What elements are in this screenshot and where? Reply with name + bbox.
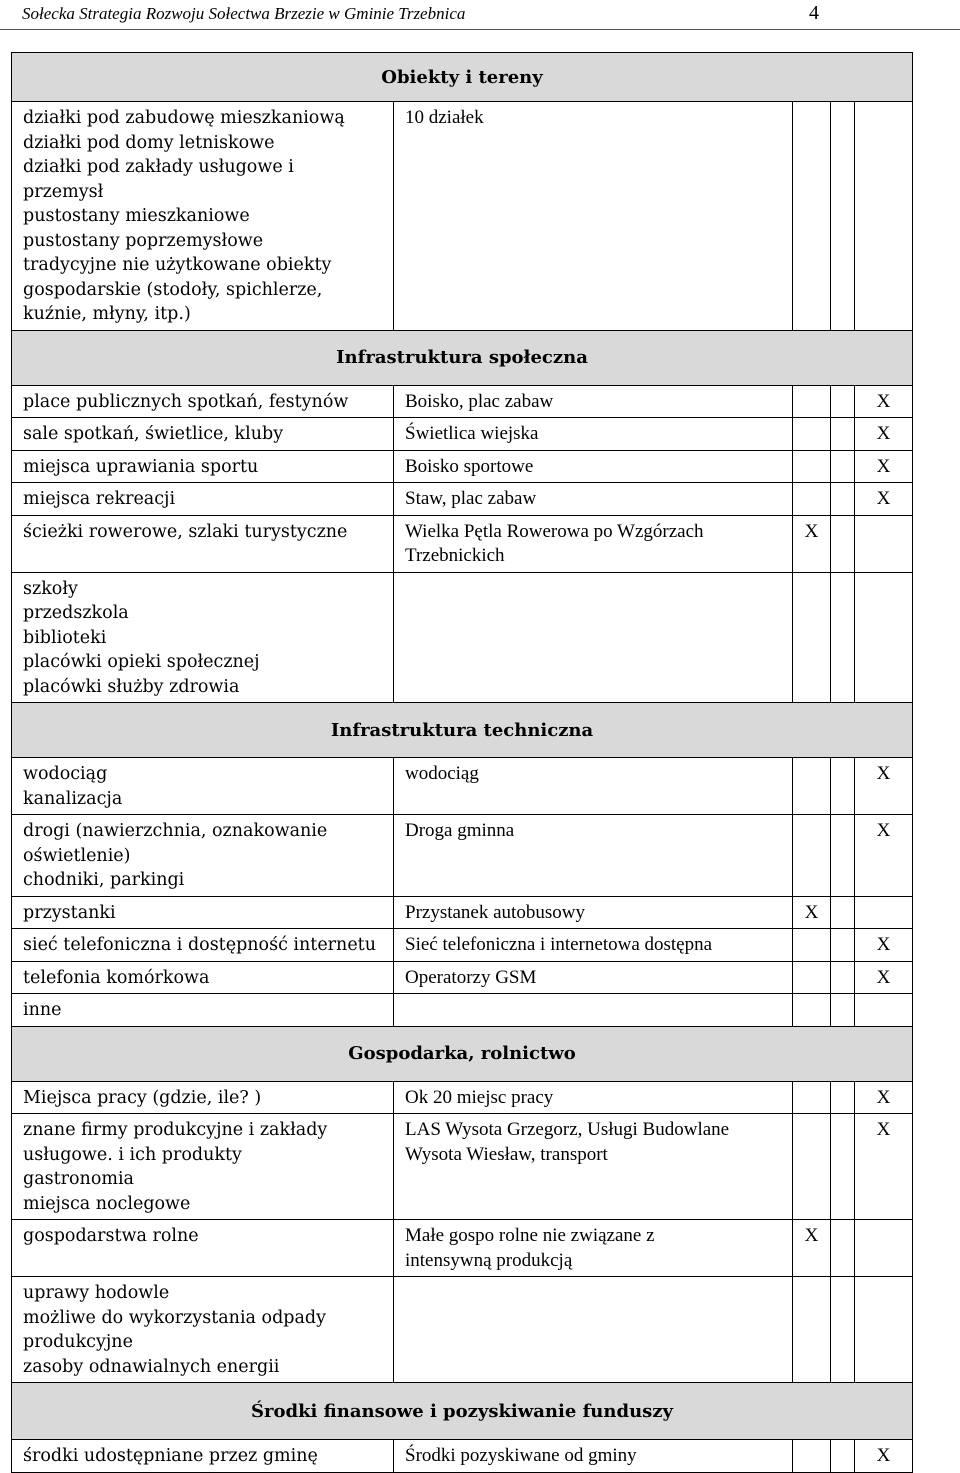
description-cell — [394, 1114, 793, 1220]
section-header-row — [12, 1026, 913, 1081]
table-row — [12, 418, 913, 451]
criterion-line: działki pod domy letniskowe — [23, 132, 275, 153]
criterion-cell — [12, 1440, 394, 1473]
criterion-line: usługowe. i ich produkty — [23, 1144, 242, 1165]
description-cell — [394, 929, 793, 962]
description-cell — [394, 483, 793, 516]
mark-cell — [831, 483, 855, 516]
description-cell — [394, 961, 793, 994]
table-row — [12, 1220, 913, 1277]
description-line: wodociąg — [405, 763, 479, 784]
mark-cell — [793, 1114, 831, 1220]
criterion-cell — [12, 572, 394, 703]
page-number: 4 — [809, 2, 819, 24]
mark-cell — [793, 961, 831, 994]
criterion-cell — [12, 1114, 394, 1220]
description-cell — [394, 515, 793, 572]
page-header — [0, 0, 960, 30]
criterion-cell — [12, 385, 394, 418]
section-header-row — [12, 1383, 913, 1440]
criterion-cell — [12, 994, 394, 1027]
criterion-line: środki udostępniane przez gminę — [23, 1446, 318, 1466]
mark-cell: X — [793, 896, 831, 929]
description-cell — [394, 758, 793, 815]
description-line: Boisko sportowe — [405, 455, 534, 477]
mark-cell — [793, 450, 831, 483]
mark-cell — [831, 1081, 855, 1114]
table-row — [12, 994, 913, 1027]
criterion-cell — [12, 815, 394, 897]
assessment-table — [11, 52, 913, 1473]
criterion-cell — [12, 450, 394, 483]
criterion-line: sieć telefoniczna i dostępność internetu — [23, 935, 376, 955]
table-row — [12, 385, 913, 418]
criterion-line: przystanki — [23, 902, 116, 923]
section-title: Obiekty i tereny — [12, 53, 913, 102]
table-row — [12, 815, 913, 897]
criterion-line: inne — [23, 1000, 62, 1020]
description-line: Wysota Wiesław, transport — [405, 1143, 608, 1165]
description-cell — [394, 385, 793, 418]
criterion-cell — [12, 1277, 394, 1383]
section-header-row — [12, 330, 913, 385]
criterion-line: gospodarstwa rolne — [23, 1226, 199, 1246]
mark-cell — [793, 994, 831, 1027]
mark-cell — [831, 1277, 855, 1383]
section-title: Infrastruktura techniczna — [12, 703, 913, 758]
criterion-line: produkcyjne — [23, 1332, 133, 1352]
table-row — [12, 515, 913, 572]
description-cell — [394, 815, 793, 897]
criterion-cell — [12, 102, 394, 331]
description-line: Trzebnickich — [405, 545, 505, 566]
criterion-line: znane firmy produkcyjne i zakłady — [23, 1120, 328, 1140]
mark-cell — [831, 994, 855, 1027]
criterion-line: gospodarskie (stodoły, spichlerze, — [23, 279, 323, 300]
description-cell — [394, 994, 793, 1027]
mark-cell — [855, 102, 913, 331]
description-line: LAS Wysota Grzegorz, Usługi Budowlane — [405, 1119, 730, 1140]
criterion-line: telefonia komórkowa — [23, 967, 210, 988]
header-divider — [0, 29, 960, 30]
description-line: intensywną produkcją — [405, 1249, 573, 1271]
mark-cell — [855, 994, 913, 1027]
section-title: Infrastruktura społeczna — [12, 330, 913, 385]
mark-cell: X — [855, 1114, 913, 1220]
mark-cell — [831, 102, 855, 331]
table-row — [12, 961, 913, 994]
mark-cell: X — [855, 758, 913, 815]
mark-cell — [793, 102, 831, 331]
mark-cell — [831, 929, 855, 962]
document-title: Sołecka Strategia Rozwoju Sołectwa Brzezie w Gminie Trzebnica — [22, 4, 466, 23]
mark-cell — [831, 572, 855, 703]
mark-cell: X — [793, 515, 831, 572]
mark-cell — [855, 1277, 913, 1383]
criterion-line: wodociąg — [23, 764, 108, 784]
section-header-row — [12, 703, 913, 758]
description-cell — [394, 896, 793, 929]
mark-cell — [793, 758, 831, 815]
mark-cell — [793, 1277, 831, 1383]
table-row — [12, 572, 913, 703]
mark-cell: X — [855, 418, 913, 451]
criterion-cell — [12, 1220, 394, 1277]
criterion-line: tradycyjne nie użytkowane obiekty — [23, 255, 332, 275]
description-cell — [394, 102, 793, 331]
table-row — [12, 450, 913, 483]
table-row — [12, 1114, 913, 1220]
criterion-line: ścieżki rowerowe, szlaki turystyczne — [23, 521, 348, 542]
description-line: Sieć telefoniczna i internetowa dostępna — [405, 934, 713, 955]
mark-cell — [793, 385, 831, 418]
criterion-line: gastronomia — [23, 1169, 134, 1189]
criterion-line: placówki służby zdrowia — [23, 676, 240, 697]
mark-cell — [831, 385, 855, 418]
description-line: 10 działek — [405, 107, 484, 128]
criterion-cell — [12, 758, 394, 815]
table-row — [12, 929, 913, 962]
criterion-cell — [12, 1081, 394, 1114]
section-title: Środki finansowe i pozyskiwanie funduszy — [12, 1383, 913, 1440]
criterion-line: miejsca uprawiania sportu — [23, 456, 259, 477]
description-cell — [394, 1220, 793, 1277]
mark-cell: X — [793, 1220, 831, 1277]
criterion-line: pustostany mieszkaniowe — [23, 206, 250, 226]
table-row — [12, 758, 913, 815]
mark-cell: X — [855, 450, 913, 483]
criterion-line: Miejsca pracy (gdzie, ile? ) — [23, 1087, 262, 1108]
description-cell — [394, 1440, 793, 1473]
description-cell — [394, 572, 793, 703]
mark-cell: X — [855, 385, 913, 418]
criterion-line: biblioteki — [23, 627, 107, 648]
criterion-line: place publicznych spotkań, festynów — [23, 391, 349, 412]
mark-cell: X — [855, 961, 913, 994]
description-line: Droga gminna — [405, 820, 515, 841]
description-line: Przystanek autobusowy — [405, 901, 585, 923]
section-header-row — [12, 53, 913, 102]
criterion-line: zasoby odnawialnych energii — [23, 1356, 280, 1377]
table-row — [12, 1081, 913, 1114]
criterion-cell — [12, 961, 394, 994]
description-cell — [394, 450, 793, 483]
mark-cell — [831, 1114, 855, 1220]
description-line: Małe gospo rolne nie związane z — [405, 1225, 655, 1246]
description-line: Staw, plac zabaw — [405, 488, 537, 509]
table-row — [12, 483, 913, 516]
description-cell — [394, 1081, 793, 1114]
table-row — [12, 102, 913, 331]
criterion-line: oświetlenie) — [23, 845, 131, 866]
criterion-line: przedszkola — [23, 603, 129, 623]
mark-cell — [793, 1440, 831, 1473]
description-cell — [394, 1277, 793, 1383]
mark-cell: X — [855, 929, 913, 962]
section-title: Gospodarka, rolnictwo — [12, 1026, 913, 1081]
mark-cell — [793, 483, 831, 516]
criterion-cell — [12, 418, 394, 451]
mark-cell — [855, 896, 913, 929]
criterion-line: pustostany poprzemysłowe — [23, 230, 264, 251]
mark-cell — [793, 929, 831, 962]
mark-cell — [831, 515, 855, 572]
mark-cell: X — [855, 1081, 913, 1114]
description-line: Środki pozyskiwane od gminy — [405, 1445, 637, 1466]
mark-cell — [831, 815, 855, 897]
description-cell — [394, 418, 793, 451]
mark-cell — [831, 758, 855, 815]
description-line: Operatorzy GSM — [405, 966, 537, 988]
criterion-line: placówki opieki społecznej — [23, 652, 260, 672]
description-line: Świetlica wiejska — [405, 423, 539, 444]
mark-cell: X — [855, 1440, 913, 1473]
criterion-line: uprawy hodowle — [23, 1283, 170, 1303]
table-row — [12, 1440, 913, 1473]
mark-cell — [831, 418, 855, 451]
description-line: Boisko, plac zabaw — [405, 390, 554, 412]
criterion-line: przemysł — [23, 181, 104, 202]
criterion-line: miejsca noclegowe — [23, 1193, 191, 1214]
mark-cell — [831, 896, 855, 929]
criterion-line: możliwe do wykorzystania odpady — [23, 1307, 326, 1328]
mark-cell — [831, 961, 855, 994]
mark-cell — [855, 515, 913, 572]
mark-cell — [793, 418, 831, 451]
table-row — [12, 896, 913, 929]
mark-cell — [793, 572, 831, 703]
criterion-line: drogi (nawierzchnia, oznakowanie — [23, 821, 328, 841]
mark-cell — [831, 450, 855, 483]
criterion-cell — [12, 515, 394, 572]
mark-cell: X — [855, 483, 913, 516]
criterion-line: działki pod zabudowę mieszkaniową — [23, 108, 345, 128]
criterion-cell — [12, 483, 394, 516]
criterion-line: kuźnie, młyny, itp.) — [23, 304, 191, 324]
criterion-cell — [12, 896, 394, 929]
mark-cell — [831, 1220, 855, 1277]
criterion-line: chodniki, parkingi — [23, 870, 185, 890]
criterion-line: miejsca rekreacji — [23, 489, 176, 509]
mark-cell: X — [855, 815, 913, 897]
mark-cell — [793, 1081, 831, 1114]
criterion-line: działki pod zakłady usługowe i — [23, 157, 294, 177]
criterion-cell — [12, 929, 394, 962]
criterion-line: kanalizacja — [23, 788, 123, 809]
table-row — [12, 1277, 913, 1383]
mark-cell — [793, 815, 831, 897]
mark-cell — [855, 572, 913, 703]
description-line: Ok 20 miejsc pracy — [405, 1086, 554, 1108]
mark-cell — [831, 1440, 855, 1473]
description-line: Wielka Pętla Rowerowa po Wzgórzach — [405, 520, 704, 542]
mark-cell — [855, 1220, 913, 1277]
criterion-line: sale spotkań, świetlice, kluby — [23, 424, 284, 444]
criterion-line: szkoły — [23, 578, 78, 599]
